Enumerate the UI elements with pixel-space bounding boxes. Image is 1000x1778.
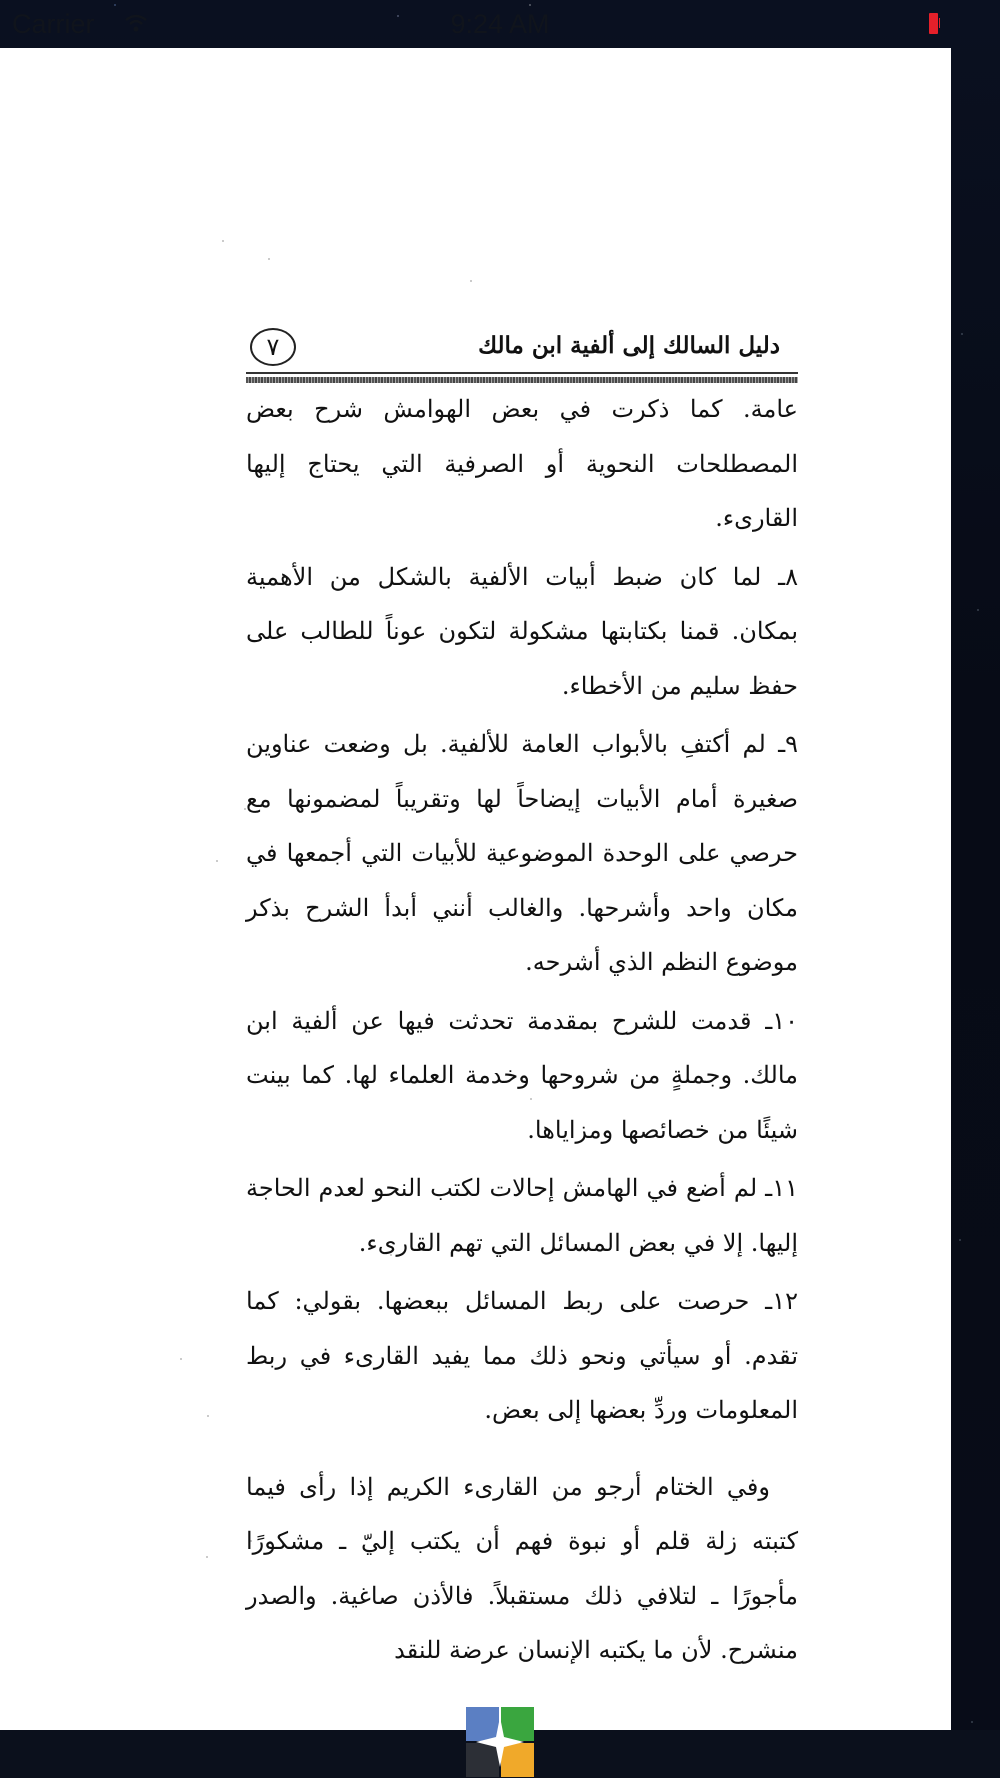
carrier-label: Carrier <box>12 9 95 39</box>
running-header <box>246 294 798 380</box>
battery-low-icon <box>929 13 938 34</box>
app-logo-icon[interactable] <box>466 1707 534 1778</box>
closing-paragraph: وفي الختام أرجو من القارىء الكريم إذا رأى فيما كتبته زلة قلم أو نبوة فهم أن يكتب إليّ ـ مشكورًا مأجورًا ـ لتلافي ذلك مستقبلاً. فالأذن صاغية. والصدر منشرح. لأن ما يكتبه الإنسان عرضة للنقد <box>246 1472 798 1664</box>
header-rule <box>246 372 798 374</box>
paragraph: ٨ـ لما كان ضبط أبيات الألفية بالشكل من الأهمية بمكان. قمنا بكتابتها مشكولة لتكون عوناً للطالب على حفظ سليم من الأخطاء. <box>246 562 798 700</box>
paragraph: عامة. كما ذكرت في بعض الهوامش شرح بعض المصطلحات النحوية أو الصرفية التي يحتاج إليها القارىء. <box>246 395 798 532</box>
page-number: ٧ <box>250 328 296 366</box>
paragraph: ٩ـ لم أكتفِ بالأبواب العامة للألفية. بل وضعت عناوين صغيرة أمام الأبيات إيضاحاً لها وتقريباً لمضمونها مع حرصي على الوحدة الموضوعية للأبيات التي أجمعها في مكان واحد وأشرحها. والغالب أنني أبدأ الشرح بذكر موضوع النظم الذي أشرحه. <box>246 730 798 976</box>
status-time: 9:24 AM <box>450 9 550 39</box>
book-title: دليل السالك إلى ألفية ابن مالك <box>478 332 780 359</box>
logo-star-icon <box>466 1707 534 1778</box>
status-bar <box>0 0 1000 48</box>
page-body <box>246 382 798 1682</box>
document-page[interactable] <box>0 48 951 1730</box>
paragraph: ١٢ـ حرصت على ربط المسائل ببعضها. بقولي: كما تقدم. أو سيأتي ونحو ذلك مما يفيد القارىء في ربط المعلومات وردِّ بعضها إلى بعض. <box>246 1287 798 1424</box>
paragraph: ١١ـ لم أضع في الهامش إحالات لكتب النحو لعدم الحاجة إليها. إلا في بعض المسائل التي تهم القارىء. <box>246 1174 798 1257</box>
battery-tip <box>939 18 940 28</box>
paragraph: ١٠ـ قدمت للشرح بمقدمة تحدثت فيها عن ألفية ابن مالك. وجملةٍ من شروحها وخدمة العلماء لها. كما بينت شيئًا من خصائصها ومزاياها. <box>246 1006 798 1144</box>
